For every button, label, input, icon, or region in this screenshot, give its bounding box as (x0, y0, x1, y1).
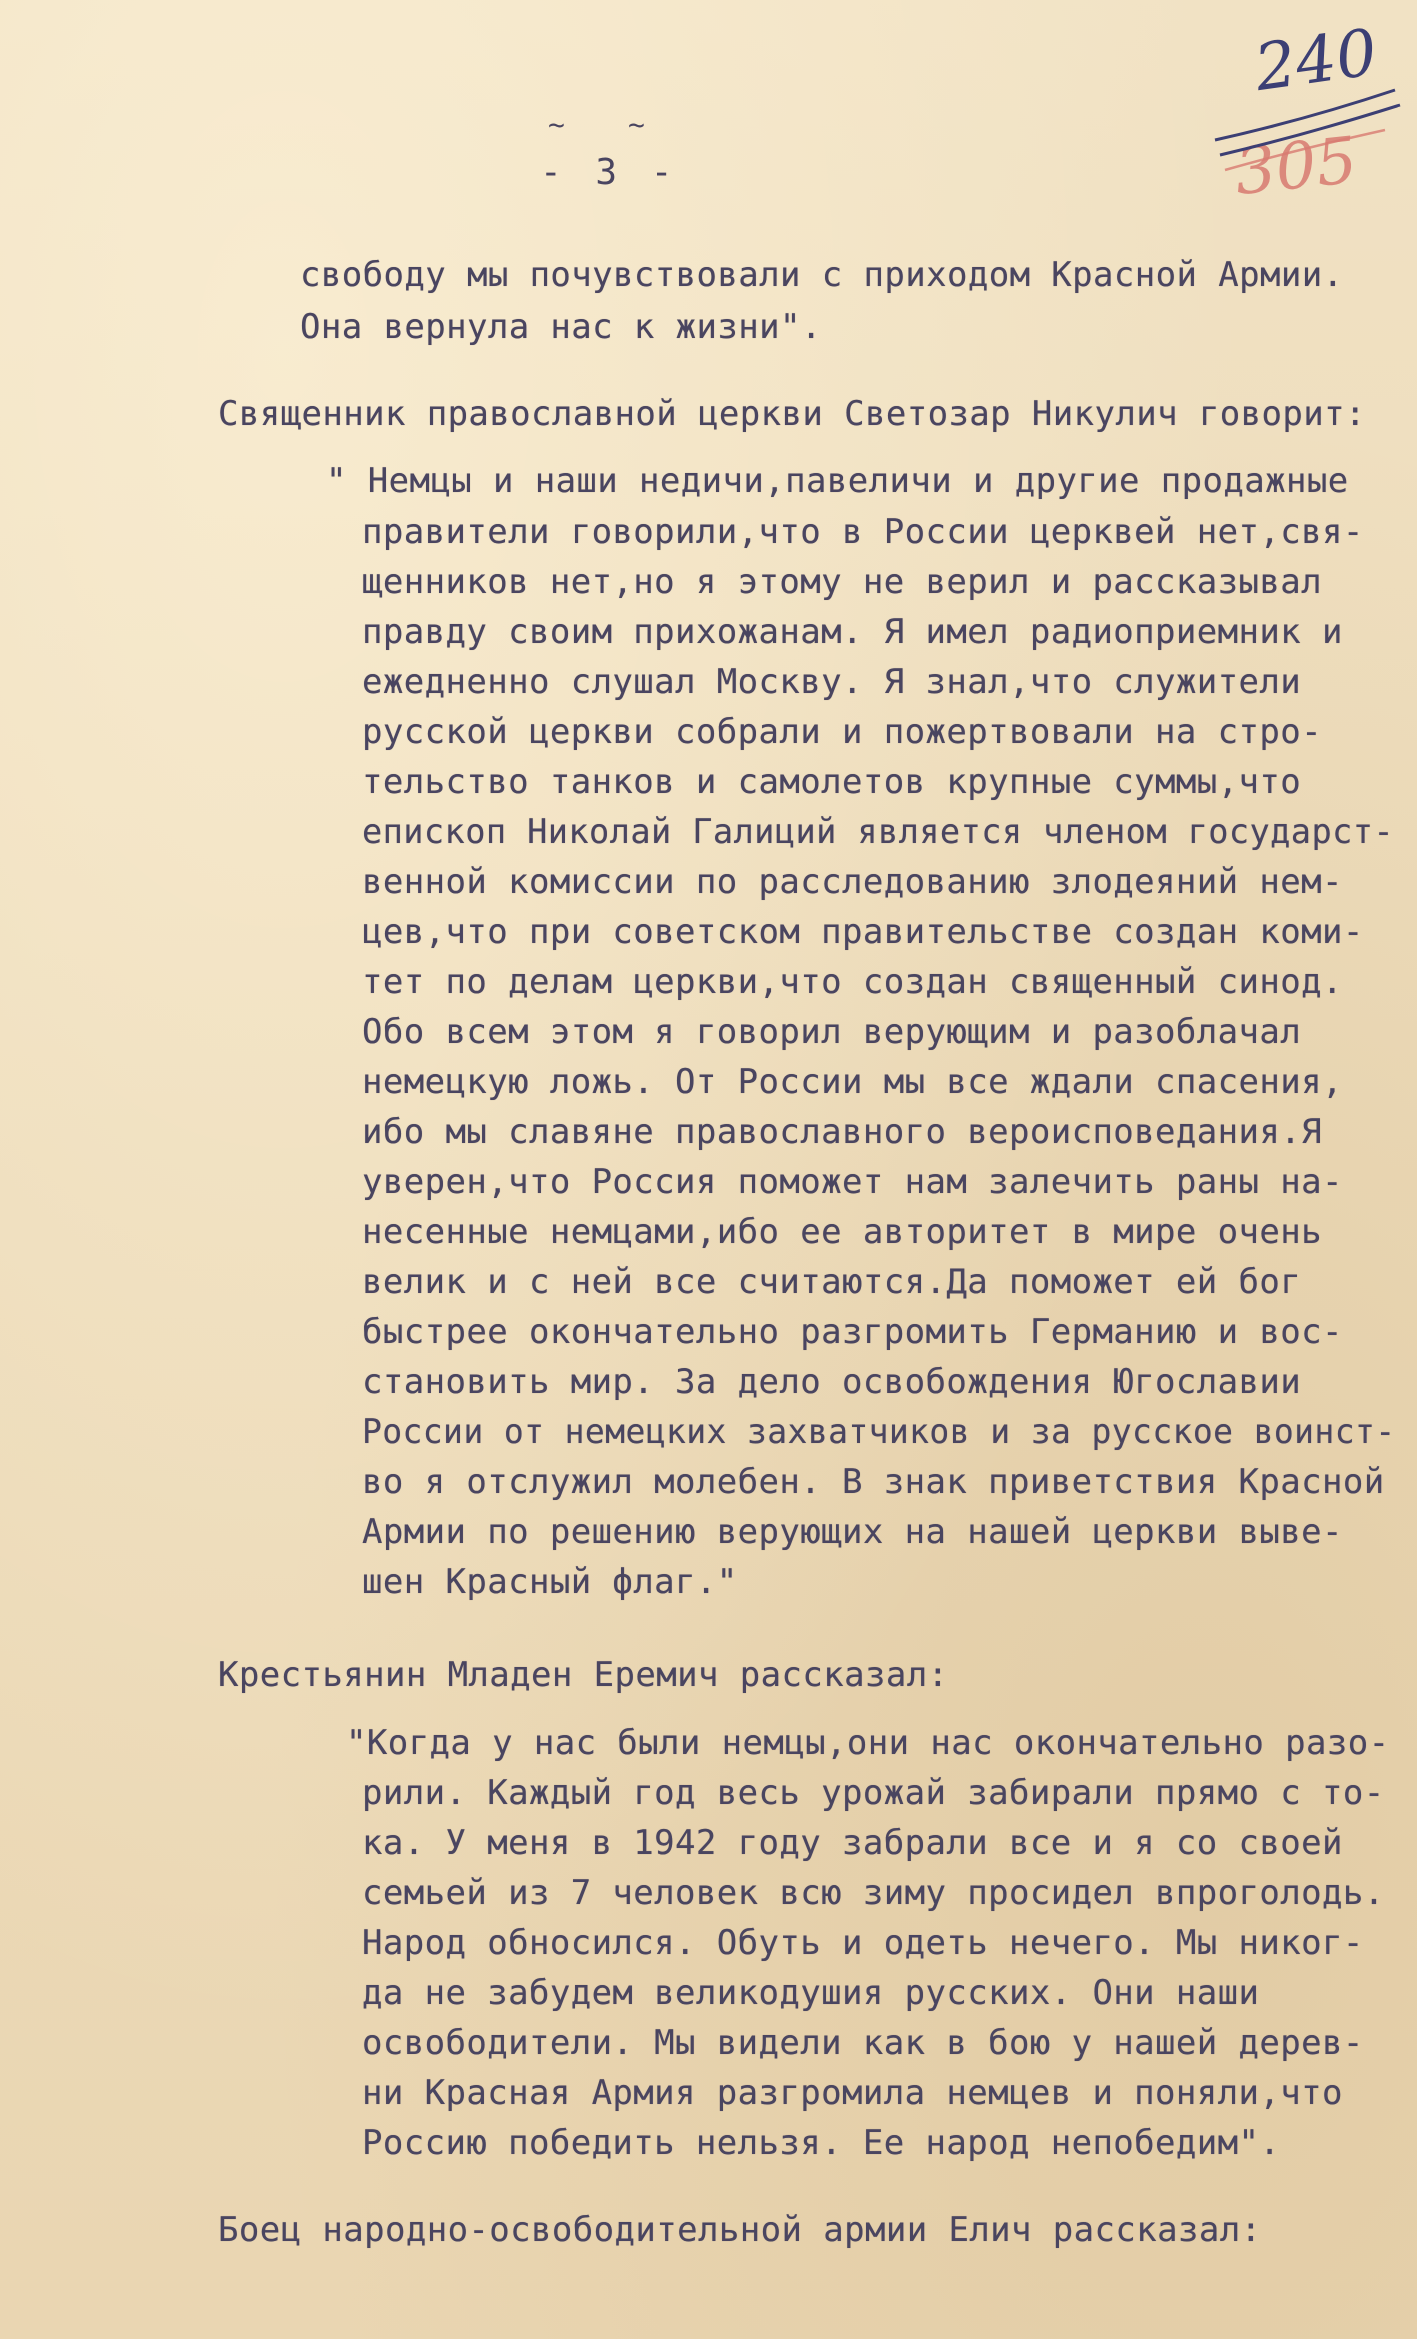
text-line: тельство танков и самолетов крупные суммы,что (362, 762, 1302, 802)
text-line: " Немцы и наши недичи,павеличи и другие продажные (326, 461, 1349, 501)
text-line: цев,что при советском правительстве создан коми- (362, 912, 1364, 952)
page-number: - 3 - (540, 152, 679, 193)
text-line: Армии по решению верующих на нашей церкви выве- (362, 1512, 1343, 1552)
text-line: быстрее окончательно разгромить Германию и вос- (362, 1312, 1343, 1352)
text-line: становить мир. За дело освобождения Югославии (362, 1362, 1302, 1402)
text-line: велик и с ней все считаются.Да поможет ей бог (362, 1262, 1302, 1302)
text-line: правители говорили,что в России церквей нет,свя- (362, 512, 1364, 552)
text-line: уверен,что Россия поможет нам залечить раны на- (362, 1162, 1343, 1202)
text-line: России от немецких захватчиков и за русское воинст- (362, 1412, 1396, 1452)
text-line: русской церкви собрали и пожертвовали на стро- (362, 712, 1323, 752)
text-line: рили. Каждый год весь урожай забирали прямо с то- (362, 1773, 1385, 1813)
text-line: "Когда у нас были немцы,они нас окончательно разо- (346, 1723, 1390, 1763)
text-line: правду своим прихожанам. Я имел радиоприемник и (362, 612, 1343, 652)
folio-number-crossed: 305 (1231, 123, 1361, 211)
text-line: епископ Николай Галиций является членом государст- (362, 812, 1395, 852)
text-line: ни Красная Армия разгромила немцев и поняли,что (362, 2073, 1343, 2113)
text-line: ежедненно слушал Москву. Я знал,что служители (362, 662, 1302, 702)
tilde-mark-left: ~ (548, 108, 565, 141)
text-line: Россию победить нельзя. Ее народ непобедим". (362, 2123, 1281, 2163)
text-line: венной комиссии по расследованию злодеяний нем- (362, 862, 1343, 902)
folio-number-current: 240 (1250, 15, 1382, 107)
text-line: несенные немцами,ибо ее авторитет в мире очень (362, 1212, 1323, 1252)
text-line: Народ обносился. Обуть и одеть нечего. Мы никог- (362, 1923, 1364, 1963)
text-line: тет по делам церкви,что создан священный синод. (362, 962, 1343, 1002)
folio-strike-lines (1195, 20, 1405, 240)
text-line: свободу мы почувствовали с приходом Красной Армии. (300, 255, 1344, 295)
text-line: Крестьянин Младен Еремич рассказал: (218, 1655, 949, 1695)
text-line: щенников нет,но я этому не верил и рассказывал (362, 562, 1323, 602)
text-line: ибо мы славяне православного вероисповедания.Я (362, 1112, 1323, 1152)
text-line: немецкую ложь. От России мы все ждали спасения, (362, 1062, 1343, 1102)
text-line: Обо всем этом я говорил верующим и разоблачал (362, 1012, 1302, 1052)
archive-folio-mark (1195, 15, 1405, 240)
text-line: во я отслужил молебен. В знак приветствия Красной (362, 1462, 1385, 1502)
text-line: освободители. Мы видели как в бою у нашей дерев- (362, 2023, 1364, 2063)
tilde-mark-right: ~ (628, 108, 645, 141)
text-line: семьей из 7 человек всю зиму просидел впроголодь. (362, 1873, 1385, 1913)
text-line: Боец народно-освободительной армии Елич рассказал: (218, 2210, 1262, 2250)
text-line: Священник православной церкви Светозар Никулич говорит: (218, 394, 1366, 434)
text-line: шен Красный флаг." (362, 1562, 738, 1602)
text-line: Она вернула нас к жизни". (300, 307, 822, 347)
text-line: да не забудем великодушия русских. Они наши (362, 1973, 1260, 2013)
text-line: ка. У меня в 1942 году забрали все и я со своей (362, 1823, 1343, 1863)
